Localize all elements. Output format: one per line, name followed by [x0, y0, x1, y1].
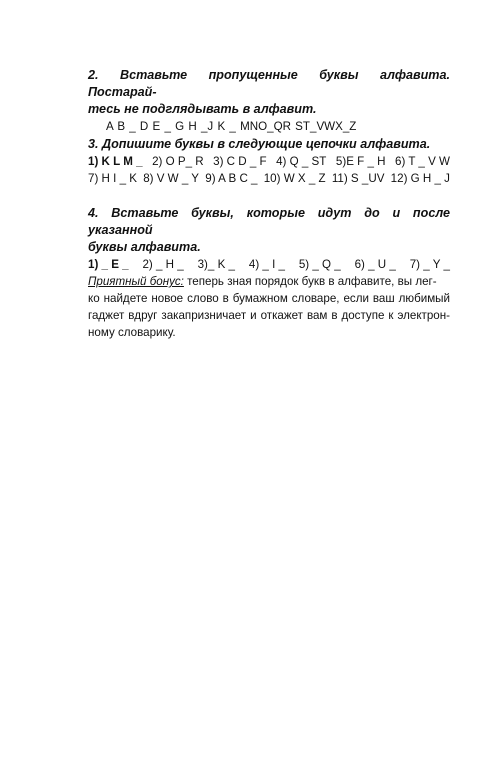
chain-item: 2) O P_ R [152, 155, 204, 168]
bonus-text-1: теперь зная порядок букв в алфавите, вы лег- [183, 275, 437, 288]
chain-item: 10) W X _ Z [263, 172, 326, 185]
task-4 [88, 205, 450, 341]
bonus-paragraph [88, 273, 450, 341]
task-2 [88, 67, 450, 135]
letter-item: 5) _ Q _ [298, 258, 341, 271]
chain-item: 12) G H _ J [390, 172, 450, 185]
task-2-title [88, 67, 450, 118]
chain-item: 9) A B C _ [205, 172, 258, 185]
chain-item: 3) C D _ F [213, 155, 267, 168]
chain-item: 1) K L M _ [88, 155, 143, 168]
bonus-line-4: ному словарику. [88, 326, 176, 339]
task-3 [88, 136, 450, 187]
task-4-title-line1: 4. Вставьте буквы, которые идут до и после указанной [88, 206, 450, 237]
task-3-row-1 [88, 153, 450, 170]
chain-item: 5)E F _ H [335, 155, 386, 168]
bonus-line-3: гаджет вдруг закапризничает и откажет вам в доступе к электрон- [88, 309, 450, 322]
task-3-row-2 [88, 170, 450, 187]
letter-item: 4) _ I _ [248, 258, 285, 271]
chain-item: 7) H I _ K [88, 172, 137, 185]
task-2-title-line1: 2. Вставьте пропущенные буквы алфавита. Постарай- [88, 68, 450, 99]
task-4-row [88, 256, 450, 273]
task-2-alphabet: A B _ D E _ G H _J K _ MNO_QR ST_VWX_Z [106, 120, 357, 133]
letter-item: 1) _ E _ [88, 258, 129, 271]
task-4-title-line2: буквы алфавита. [88, 240, 201, 254]
task-3-title: 3. Допишите буквы в следующие цепочки алфавита. [88, 137, 431, 151]
chain-item: 4) Q _ ST [276, 155, 327, 168]
task-4-title [88, 205, 450, 256]
letter-item: 2) _ H _ [142, 258, 184, 271]
chain-item: 8) V W _ Y [143, 172, 200, 185]
bonus-label: Приятный бонус: [88, 275, 184, 288]
letter-item: 6) _ U _ [354, 258, 396, 271]
chain-item: 6) T _ V W [395, 155, 450, 168]
bonus-line-1 [88, 273, 450, 290]
bonus-line-2: ко найдете новое слово в бумажном словаре, если ваш любимый [88, 292, 450, 305]
letter-item: 7) _ Y _ [409, 258, 450, 271]
letter-item: 3)_ K _ [197, 258, 235, 271]
task-2-title-line2: тесь не подглядывать в алфавит. [88, 102, 317, 116]
chain-item: 11) S _UV [331, 172, 385, 185]
